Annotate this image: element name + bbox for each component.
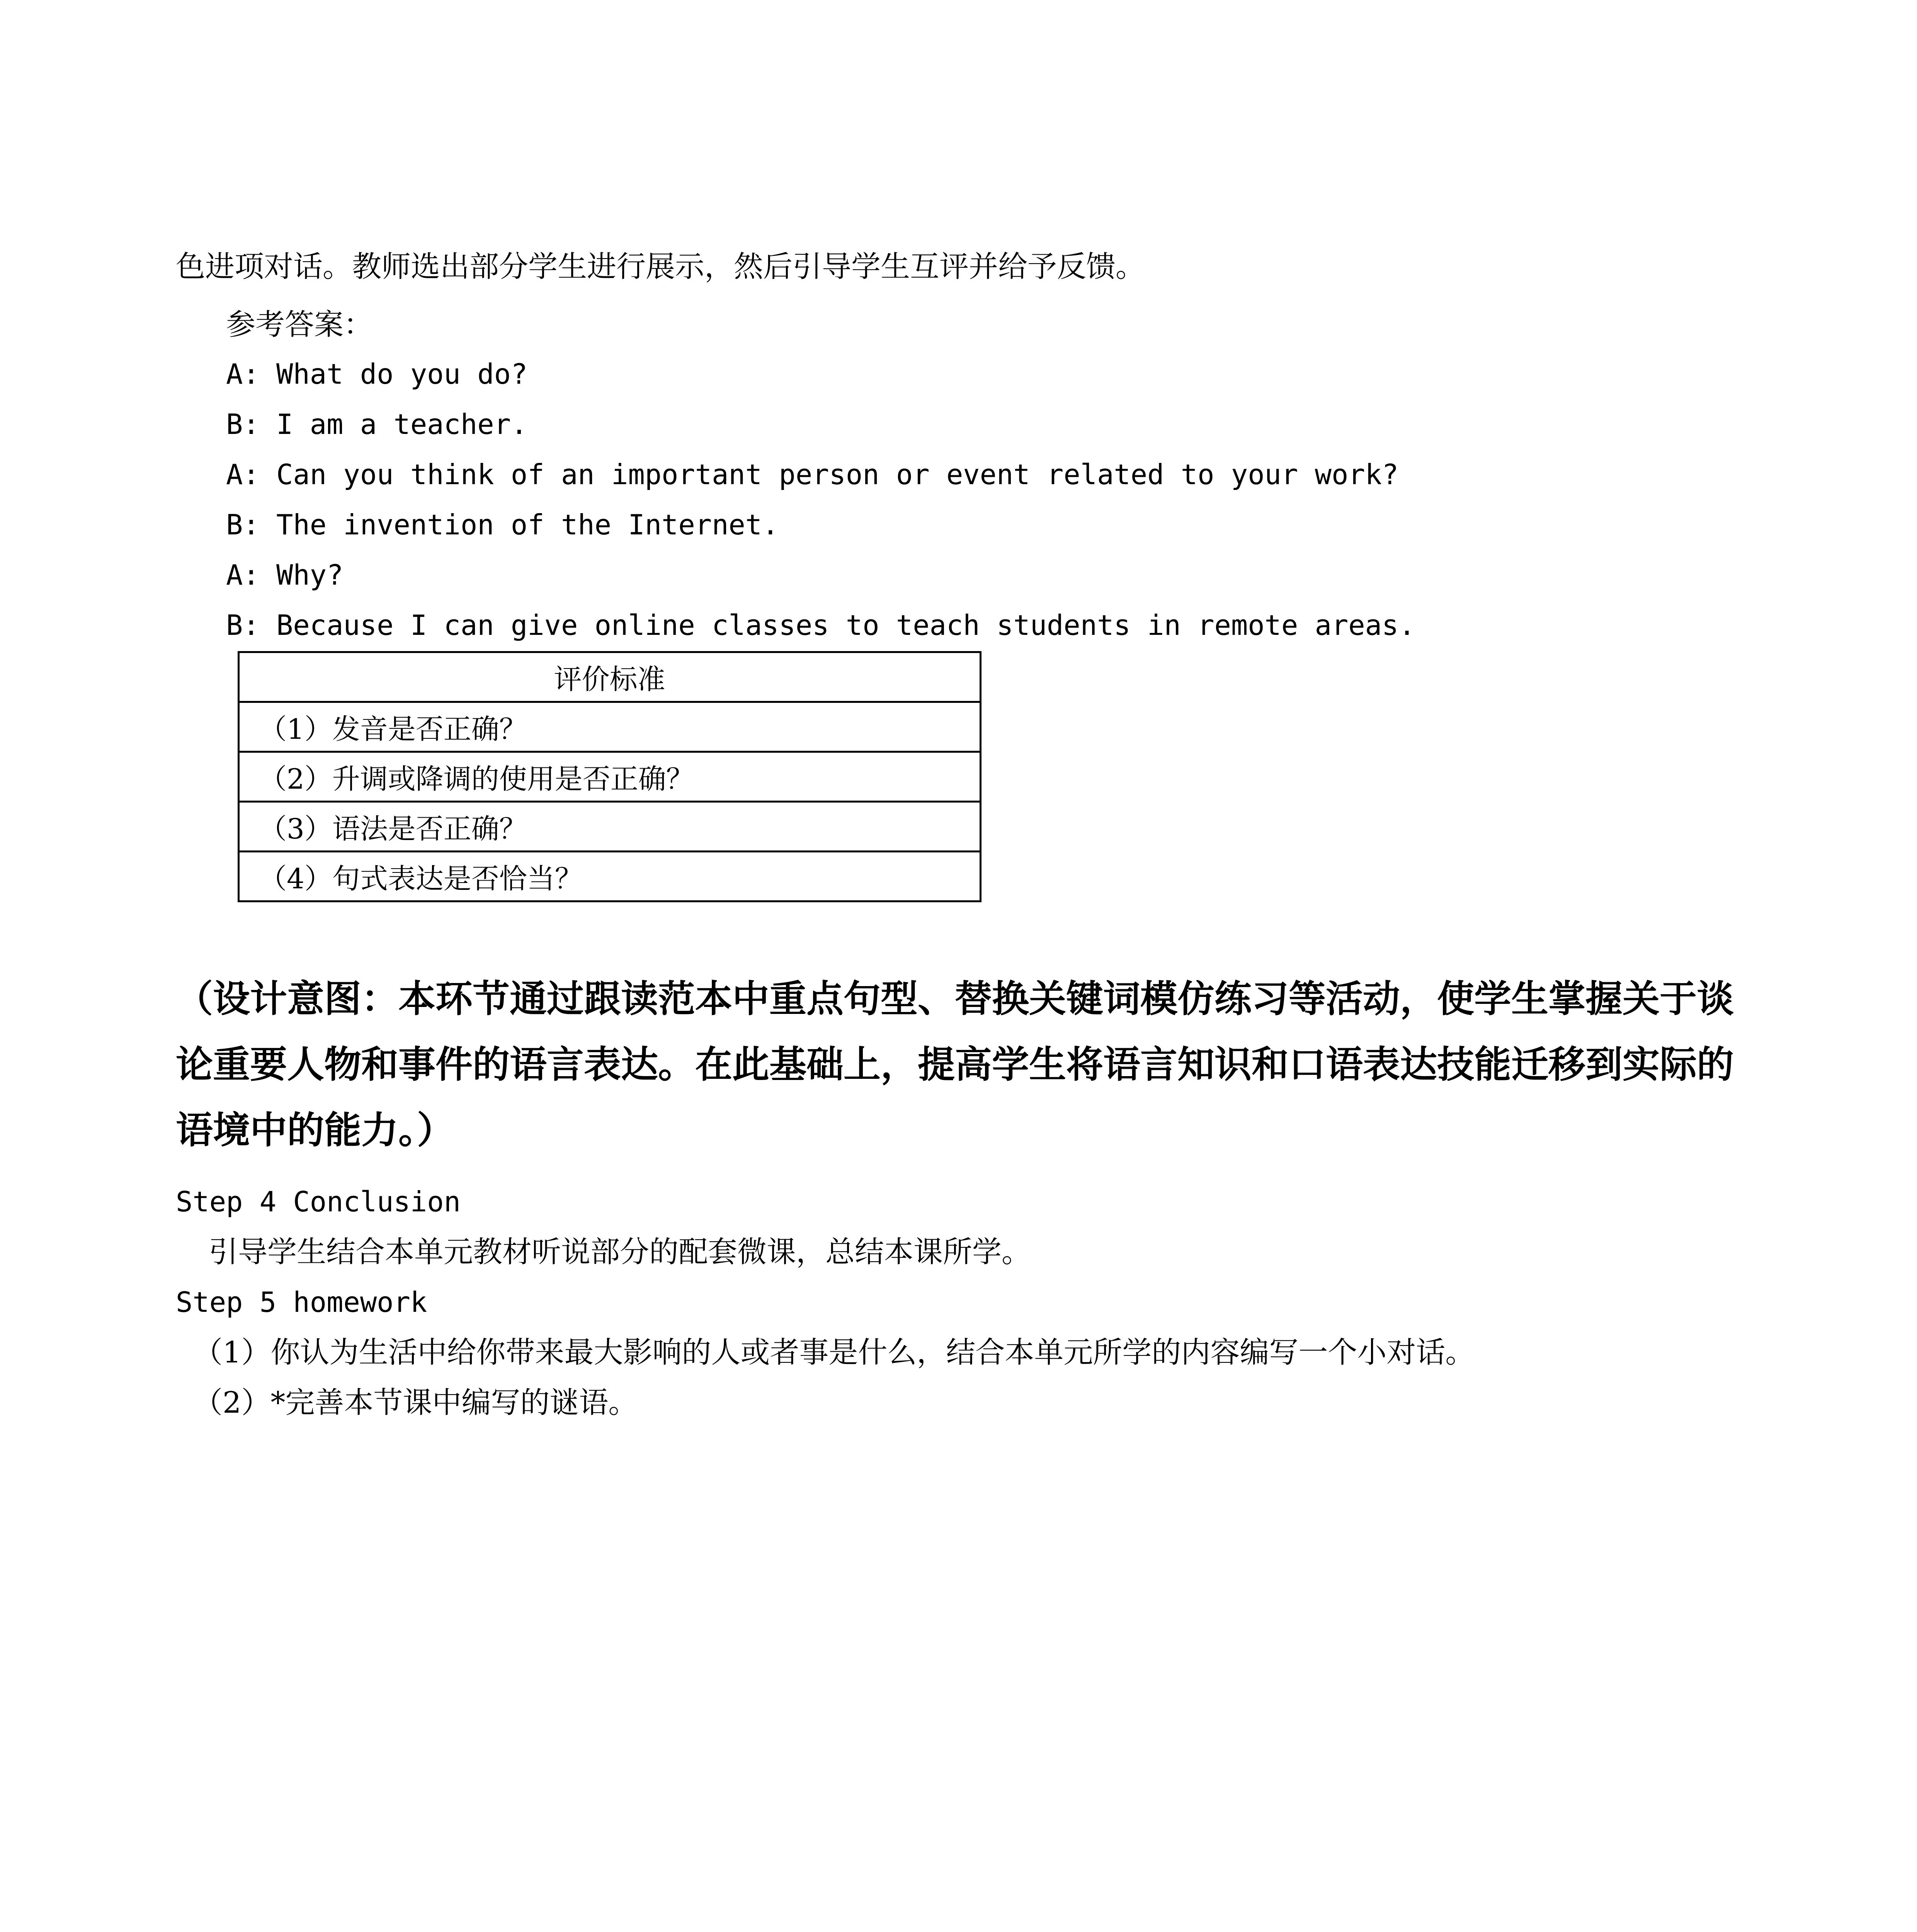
homework-item-1: （1）你认为生活中给你带来最大影响的人或者事是什么，结合本单元所学的内容编写一个小对话。 [193,1335,1475,1369]
dialogue-line-3: A: Can you think of an important person or event related to your work? [226,458,1399,491]
criteria-cell-4: （4）句式表达是否恰当？ [239,852,981,901]
homework-item-2: （2）*完善本节课中编写的谜语。 [193,1385,638,1420]
step4-heading: Step 4 Conclusion [176,1185,461,1218]
dialogue-line-1: A: What do you do? [226,358,528,390]
dialogue-line-2: B: I am a teacher. [226,408,528,440]
table-row [239,852,981,901]
table-header-row [239,652,981,702]
reference-answer-label: 参考答案： [226,307,373,342]
intro-line: 色进项对话。教师选出部分学生进行展示，然后引导学生互评并给予反馈。 [176,249,1145,284]
design-intent-paragraph: （设计意图：本环节通过跟读范本中重点句型、替换关键词模仿练习等活动，使学生掌握关于谈论重要人物和事件的语言表达。在此基础上，提高学生将语言知识和口语表达技能迁移到实际的语境中的能力。） [176,977,1734,1152]
criteria-cell-3: （3）语法是否正确？ [239,802,981,852]
dialogue-line-4: B: The invention of the Internet. [226,509,779,541]
table-row [239,752,981,802]
step5-heading: Step 5 homework [176,1286,427,1318]
dialogue-line-5: A: Why? [226,559,344,591]
table-header-cell: 评价标准 [239,652,981,702]
dialogue-line-6: B: Because I can give online classes to teach students in remote areas. [226,609,1415,641]
table-row [239,702,981,752]
step4-text: 引导学生结合本单元教材听说部分的配套微课，总结本课所学。 [209,1235,1031,1269]
criteria-cell-2: （2）升调或降调的使用是否正确？ [239,752,981,802]
table-row [239,802,981,852]
evaluation-criteria-table [238,651,981,902]
criteria-cell-1: （1）发音是否正确？ [239,702,981,752]
